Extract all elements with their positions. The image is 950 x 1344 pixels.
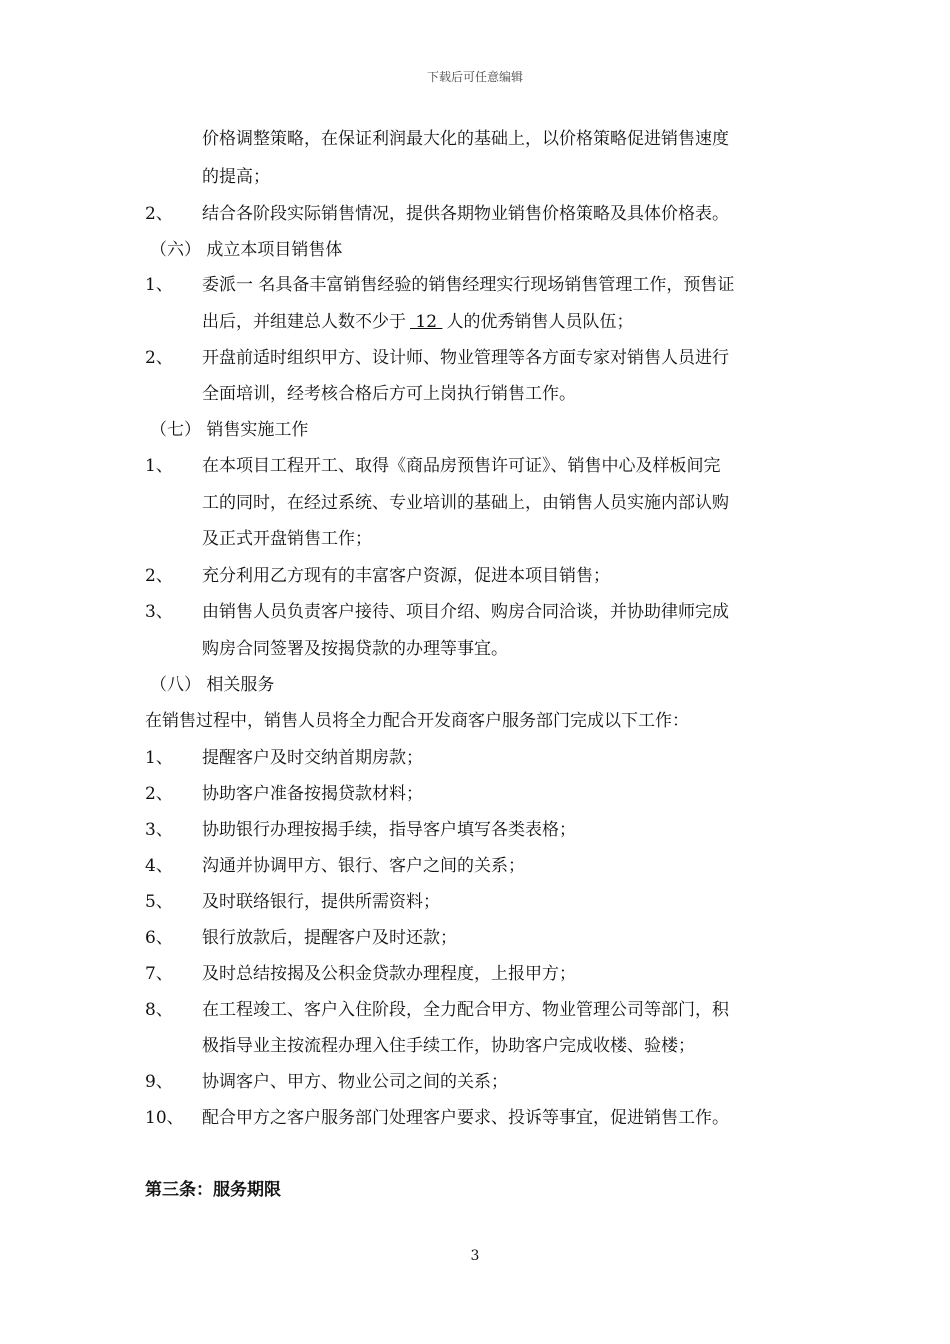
text-segment: 人的优秀销售人员队伍； <box>446 312 634 332</box>
list-number: 3、 <box>145 602 173 622</box>
list-item-text: 由销售人员负责客户接待、项目介绍、购房合同洽谈，并协助律师完成 <box>202 602 729 622</box>
page-number: 3 <box>470 1248 480 1264</box>
list-item-text: 结合各阶段实际销售情况，提供各期物业销售价格策略及具体价格表。 <box>202 204 729 224</box>
headcount-field: 12 <box>410 312 443 332</box>
list-item-text: 在工程竣工、客户入住阶段，全力配合甲方、物业管理公司等部门，积 <box>202 1000 729 1020</box>
paragraph-line: 价格调整策略，在保证利润最大化的基础上，以价格策略促进销售速度 <box>202 129 729 149</box>
list-item-text: 开盘前适时组织甲方、设计师、物业管理等各方面专家对销售人员进行 <box>202 348 729 368</box>
section-heading: （八） 相关服务 <box>150 675 275 695</box>
list-item-text: 充分利用乙方现有的丰富客户资源，促进本项目销售； <box>202 566 610 586</box>
page-header: 下载后可任意编辑 <box>426 70 523 84</box>
paragraph-line: 全面培训，经考核合格后方可上岗执行销售工作。 <box>202 384 576 404</box>
list-item-text: 及时总结按揭及公积金贷款办理程度，上报甲方； <box>202 964 576 984</box>
list-number: 1、 <box>145 456 173 476</box>
list-number: 9、 <box>145 1072 173 1092</box>
paragraph-line <box>202 310 633 334</box>
list-number: 1、 <box>145 275 173 295</box>
list-item-text: 协助客户准备按揭贷款材料； <box>202 784 423 804</box>
list-item-text: 沟通并协调甲方、银行、客户之间的关系； <box>202 856 525 876</box>
list-number: 10、 <box>145 1108 184 1128</box>
list-item-text: 银行放款后，提醒客户及时还款； <box>202 928 457 948</box>
list-item-text: 提醒客户及时交纳首期房款； <box>202 748 423 768</box>
list-number: 2、 <box>145 204 173 224</box>
list-number: 7、 <box>145 964 173 984</box>
list-item-text: 配合甲方之客户服务部门处理客户要求、投诉等事宜，促进销售工作。 <box>202 1108 729 1128</box>
article-heading: 第三条：服务期限 <box>145 1180 281 1200</box>
list-item-text: 及时联络银行，提供所需资料； <box>202 892 440 912</box>
text-segment: 出后，并组建总人数不少于 <box>202 312 406 332</box>
section-heading: （七） 销售实施工作 <box>150 420 309 440</box>
paragraph-line: 购房合同签署及按揭贷款的办理等事宜。 <box>202 639 508 659</box>
list-item-text: 在本项目工程开工、取得《商品房预售许可证》、销售中心及样板间完 <box>202 456 721 476</box>
paragraph-line: 及正式开盘销售工作； <box>202 529 372 549</box>
list-number: 8、 <box>145 1000 173 1020</box>
list-item-text: 委派一 名具备丰富销售经验的销售经理实行现场销售管理工作，预售证 <box>202 275 735 295</box>
paragraph-line: 极指导业主按流程办理入住手续工作，协助客户完成收楼、验楼； <box>202 1036 695 1056</box>
paragraph-line: 工的同时，在经过系统、专业培训的基础上，由销售人员实施内部认购 <box>202 493 729 513</box>
list-number: 5、 <box>145 892 173 912</box>
list-number: 2、 <box>145 566 173 586</box>
paragraph-line: 的提高； <box>202 167 270 187</box>
list-number: 2、 <box>145 784 173 804</box>
list-item-text: 协调客户、甲方、物业公司之间的关系； <box>202 1072 508 1092</box>
list-item-text: 协助银行办理按揭手续，指导客户填写各类表格； <box>202 820 576 840</box>
list-number: 3、 <box>145 820 173 840</box>
section-heading: （六） 成立本项目销售体 <box>150 240 343 260</box>
list-number: 6、 <box>145 928 173 948</box>
list-number: 1、 <box>145 748 173 768</box>
list-number: 2、 <box>145 348 173 368</box>
list-number: 4、 <box>145 856 173 876</box>
paragraph-line: 在销售过程中，销售人员将全力配合开发商客户服务部门完成以下工作： <box>145 711 689 731</box>
